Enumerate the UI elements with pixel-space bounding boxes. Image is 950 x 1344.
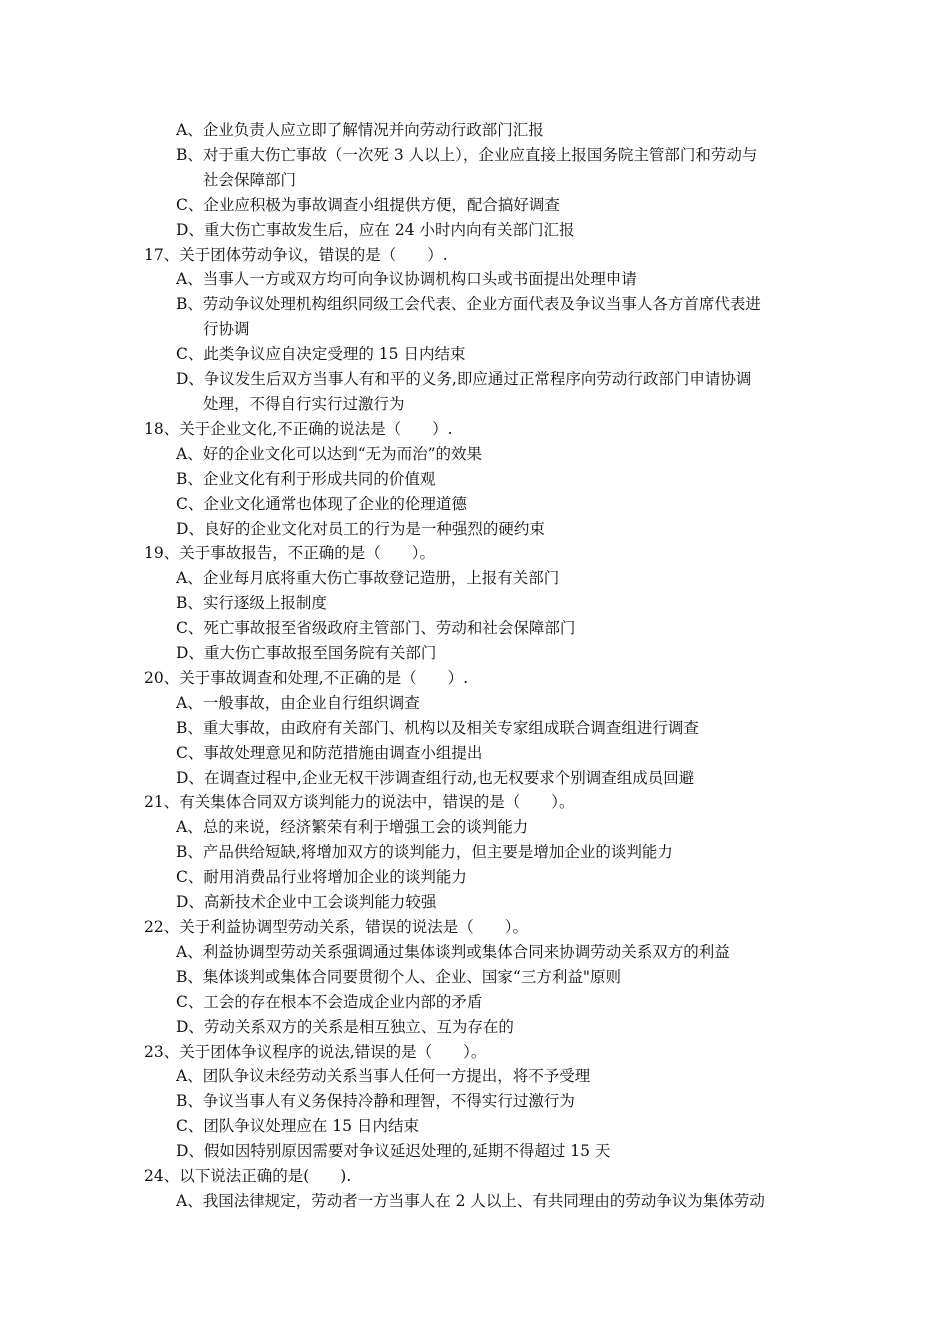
option-c: C、团队争议处理应在 15 日内结束 (176, 1117, 419, 1136)
question-17-stem: 17、关于团体劳动争议，错误的是（ ）. (144, 245, 448, 264)
option-c: C、事故处理意见和防范措施由调查小组提出 (176, 743, 483, 762)
option-c: C、耐用消费品行业将增加企业的谈判能力 (176, 868, 467, 887)
question-24-stem: 24、以下说法正确的是( ). (144, 1167, 352, 1186)
option-d: D、争议发生后双方当事人有和平的义务,即应通过正常程序向劳动行政部门申请协调 处理，不得自行实行过激行为 (176, 370, 752, 413)
option-a: A、团队争议未经劳动关系当事人任何一方提出，将不予受理 (176, 1067, 591, 1086)
option-a: A、总的来说，经济繁荣有利于增强工会的谈判能力 (176, 818, 529, 837)
option-a: A、好的企业文化可以达到“无为而治”的效果 (176, 444, 483, 463)
question-20-stem: 20、关于事故调查和处理,不正确的是（ ）. (144, 668, 469, 687)
option-d: D、劳动关系双方的关系是相互独立、互为存在的 (176, 1017, 514, 1036)
question-23-stem: 23、关于团体争议程序的说法,错误的是（ ）。 (144, 1042, 487, 1061)
option-b: B、对于重大伤亡事故（一次死 3 人以上），企业应直接上报国务院主管部门和劳动与 社会保障部门 (176, 145, 758, 189)
option-b: B、重大事故，由政府有关部门、机构以及相关专家组成联合调查组进行调查 (176, 718, 699, 737)
option-a: A、企业负责人应立即了解情况并向劳动行政部门汇报 (176, 121, 544, 139)
option-d: D、高新技术企业中工会谈判能力较强 (176, 893, 437, 912)
option-a: A、当事人一方或双方均可向争议协调机构口头或书面提出处理申请 (176, 270, 637, 289)
option-c: C、工会的存在根本不会造成企业内部的矛盾 (176, 992, 483, 1011)
option-a: A、利益协调型劳动关系强调通过集体谈判或集体合同来协调劳动关系双方的利益 (176, 942, 730, 961)
option-c: C、死亡事故报至省级政府主管部门、劳动和社会保障部门 (176, 619, 576, 638)
option-c: C、企业应积极为事故调查小组提供方便，配合搞好调查 (176, 195, 560, 214)
option-b: B、劳动争议处理机构组织同级工会代表、企业方面代表及争议当事人各方首席代表进 行协调 (176, 295, 761, 339)
question-22-stem: 22、关于利益协调型劳动关系，错误的说法是（ ）。 (144, 918, 528, 936)
option-b: B、争议当事人有义务保持冷静和理智，不得实行过激行为 (176, 1092, 575, 1111)
option-b: B、企业文化有利于形成共同的价值观 (176, 469, 436, 488)
option-c: C、企业文化通常也体现了企业的伦理道德 (176, 494, 467, 513)
option-a: A、我国法律规定，劳动者一方当事人在 2 人以上、有共同理由的劳动争议为集体劳动 (176, 1191, 765, 1210)
option-b: B、实行逐级上报制度 (176, 594, 327, 613)
option-b: B、集体谈判或集体合同要贯彻个人、企业、国家“三方利益"原则 (176, 967, 621, 986)
question-21-stem: 21、有关集体合同双方谈判能力的说法中，错误的是（ ）。 (144, 793, 575, 812)
option-d: D、良好的企业文化对员工的行为是一种强烈的硬约束 (176, 519, 545, 538)
option-d: D、重大伤亡事故报至国务院有关部门 (176, 644, 437, 663)
option-c: C、此类争议应自决定受理的 15 日内结束 (176, 345, 466, 364)
question-19-stem: 19、关于事故报告，不正确的是（ ）。 (144, 544, 435, 563)
option-b: B、产品供给短缺,将增加双方的谈判能力，但主要是增加企业的谈判能力 (176, 843, 673, 862)
option-d: D、重大伤亡事故发生后，应在 24 小时内向有关部门汇报 (176, 220, 575, 239)
document-page (0, 118, 950, 1214)
option-d: D、假如因特别原因需要对争议延迟处理的,延期不得超过 15 天 (176, 1142, 611, 1161)
option-d: D、在调查过程中,企业无权干涉调查组行动,也无权要求个别调查组成员回避 (176, 768, 695, 787)
option-a: A、一般事故，由企业自行组织调查 (176, 693, 420, 712)
question-18-stem: 18、关于企业文化,不正确的说法是（ ）. (144, 419, 453, 438)
option-a: A、企业每月底将重大伤亡事故登记造册，上报有关部门 (176, 569, 560, 588)
